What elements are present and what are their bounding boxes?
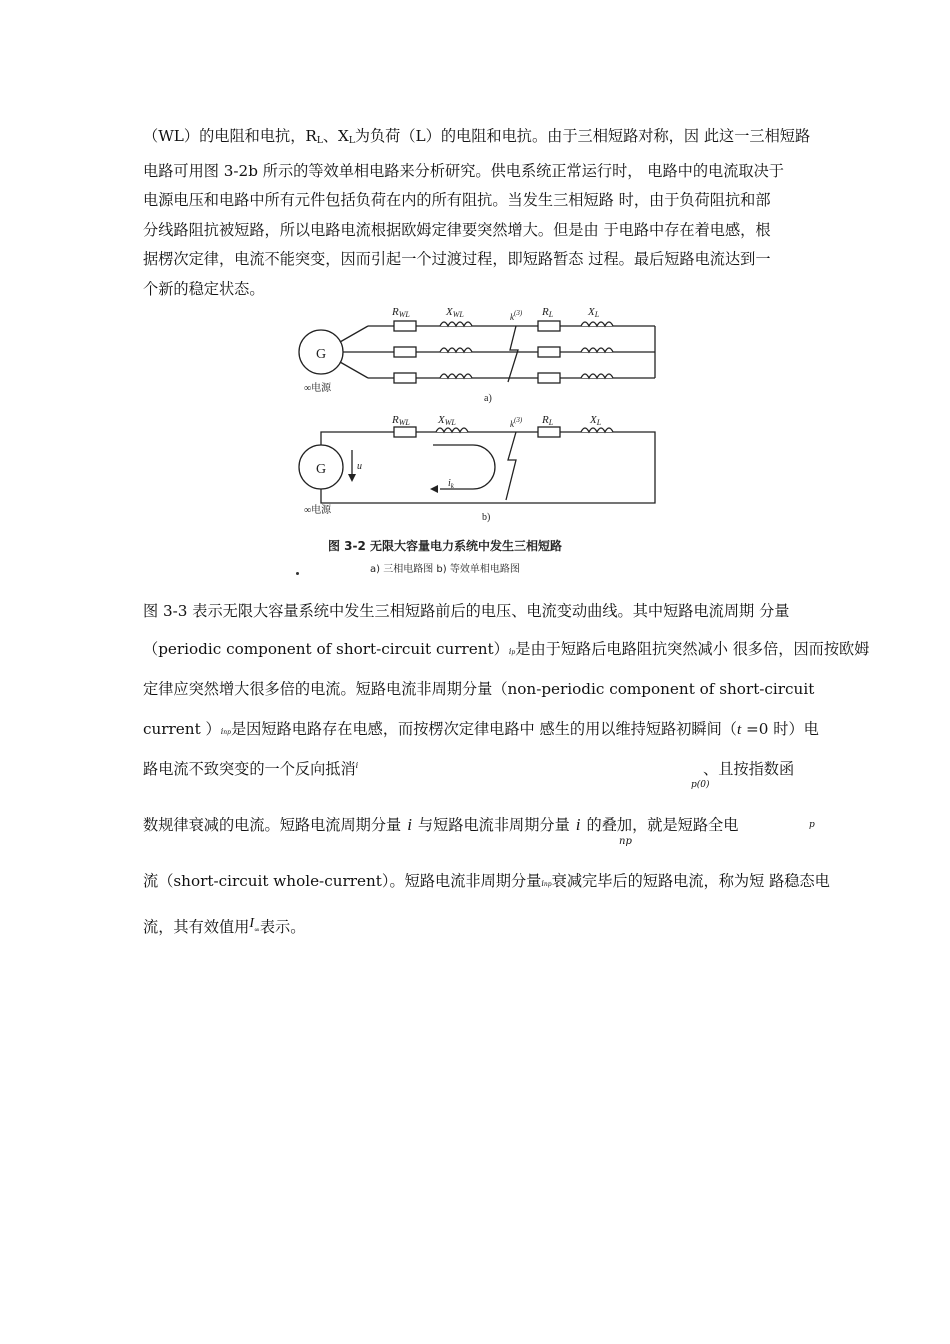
text-run: 、X [322, 127, 349, 145]
text-line-right: 、且按指数函 [703, 760, 795, 778]
symbol-i: i [575, 815, 581, 834]
inductor-xwl-b [436, 428, 468, 432]
symbol-i: i [541, 879, 544, 888]
label-rl-sub-b: L [548, 418, 554, 427]
figure-caption-subtitle: a) 三相电路图 b) 等效单相电路图 [370, 564, 520, 575]
label-k-b: k [510, 419, 514, 429]
resistor-rl-b [538, 427, 560, 437]
text-line [143, 870, 830, 891]
inductor-xl-b [581, 428, 613, 432]
symbol-p: p [809, 820, 815, 830]
text-run: 与短路电流非周期分量 [417, 816, 570, 834]
symbol-sub: p [511, 649, 516, 656]
feed-line-1 [340, 326, 368, 342]
symbol-np: np [619, 836, 632, 847]
source-label-b: ∞电源 [304, 505, 332, 516]
stray-dot [296, 572, 299, 575]
svg-text:XWL [445, 306, 464, 319]
symbol-i: i [407, 815, 412, 834]
text-line: 定律应突然增大很多倍的电流。短路电流非周期分量（non-periodic component of short-circuit [143, 680, 815, 698]
symbol-infinity: ∞ [253, 926, 260, 934]
symbol-i: i [508, 647, 512, 656]
label-xl-sub-b: L [596, 418, 602, 427]
svg-text:XWL [437, 414, 456, 427]
svg-text:RL [541, 306, 554, 319]
svg-text:ik [448, 478, 455, 490]
resistor-rwl-2 [394, 347, 416, 357]
label-xwl-sub-a: WL [452, 310, 464, 319]
inductor-xwl-2 [440, 348, 472, 352]
generator-label-b: G [316, 462, 327, 477]
text-run: 路电流不致突变的一个反向抵消 [143, 760, 356, 778]
text-line [143, 814, 738, 835]
resistor-rwl-3 [394, 373, 416, 383]
text-run: current ） [143, 720, 221, 738]
label-rl-b: R [542, 414, 549, 426]
text-run: 为负荷（L）的电阻和电抗。由于三相短路对称，因 此这一三相短路 [354, 127, 811, 145]
text-line [143, 916, 305, 937]
label-rwl-sub-a: WL [398, 310, 410, 319]
text-line [143, 122, 815, 157]
text-run: 流（short-circuit whole-current）。短路电流非周期分量 [143, 872, 542, 890]
text-run: 是由于短路后电路阻抗突然减小 很多倍，因而按欧姆 [515, 640, 870, 658]
text-run: （periodic component of short-circuit current） [143, 640, 509, 658]
inductor-xl-1 [581, 322, 613, 326]
text-line: 电路可用图 3-2b 所示的等效单相电路来分析研究。供电系统正常运行时， 电路中的电流取决于 [143, 161, 784, 180]
svg-text:k(3) [510, 309, 523, 322]
text-run: 表示。 [259, 918, 306, 936]
resistor-rl-3 [538, 373, 560, 383]
label-rwl-a: R [392, 306, 399, 318]
label-xl-b: X [590, 414, 597, 426]
feed-line-3 [340, 362, 368, 378]
text-line: 图 3-3 表示无限大容量系统中发生三相短路前后的电压、电流变动曲线。其中短路电流周期 分量 [143, 602, 790, 620]
inductor-xl-2 [581, 348, 613, 352]
inductor-xwl-1 [440, 322, 472, 326]
diagram-label-b: b) [482, 512, 491, 523]
figure-3-2 [288, 300, 664, 588]
resistor-rl-2 [538, 347, 560, 357]
short-circuit-loop [433, 445, 495, 489]
symbol-I: I [249, 916, 254, 931]
label-rl-a: R [542, 306, 549, 318]
label-ik-sub: k [450, 482, 454, 490]
text-line: 据楞次定律，电流不能突变，因而引起一个过渡过程，即短路暂态 过程。最后短路电流达到一 [143, 250, 771, 268]
current-arrowhead [430, 485, 438, 493]
symbol-p0: p(0) [691, 780, 710, 790]
text-run: 流，其有效值用 [143, 918, 250, 936]
svg-text:XL [589, 414, 602, 427]
text-line [143, 758, 358, 779]
inductor-xl-3 [581, 374, 613, 378]
text-line [143, 638, 869, 659]
label-k-sup-a: (3) [514, 309, 523, 317]
text-line: 分线路阻抗被短路，所以电路电流根据欧姆定律要突然增大。但是由 于电路中存在着电感，根 [143, 220, 771, 239]
label-rwl-b: R [392, 414, 399, 426]
label-rl-sub-a: L [548, 310, 554, 319]
svg-text:k(3) [510, 416, 523, 429]
symbol-i: i [355, 761, 359, 770]
resistor-rwl-1 [394, 321, 416, 331]
text-run: 的叠加，就是短路全电 [586, 816, 739, 834]
label-k-a: k [510, 312, 514, 322]
paragraph-intro [143, 122, 815, 304]
voltage-arrowhead [348, 474, 356, 482]
label-xwl-a: X [446, 306, 453, 318]
text-run: =0 时）电 [741, 720, 819, 738]
source-label-a: ∞电源 [304, 383, 332, 394]
symbol-t: t [737, 721, 742, 738]
resistor-rwl-b [394, 427, 416, 437]
text-line [143, 718, 819, 739]
text-run: 衰减完毕后的短路电流，称为短 路稳态电 [551, 872, 830, 890]
figure-caption-title: 图 3-2 无限大容量电力系统中发生三相短路 [328, 539, 563, 553]
text-line: 个新的稳定状态。 [143, 279, 265, 298]
label-xl-a: X [588, 306, 595, 318]
svg-text:XL [587, 306, 600, 319]
resistor-rl-1 [538, 321, 560, 331]
symbol-sub: np [223, 729, 231, 736]
label-ik: i [448, 478, 451, 489]
label-rwl-sub-b: WL [398, 418, 410, 427]
label-xwl-b: X [438, 414, 445, 426]
svg-text:RWL [391, 414, 410, 427]
paragraph-short-circuit-current [143, 600, 870, 940]
label-xwl-sub-b: WL [444, 418, 456, 427]
text-run: 是因短路电路存在电感，而按楞次定律电路中 感生的用以维持短路初瞬间（ [230, 720, 737, 738]
single-phase-loop [321, 432, 655, 503]
voltage-label: u [357, 461, 362, 472]
subscript: L [348, 136, 355, 146]
text-line: 电源电压和电路中所有元件包括负荷在内的所有阻抗。当发生三相短路 时，由于负荷阻抗和部 [143, 191, 771, 209]
label-xl-sub-a: L [594, 310, 600, 319]
diagram-label-a: a) [484, 393, 492, 404]
text-run: 数规律衰减的电流。短路电流周期分量 [143, 816, 402, 834]
text-run: （WL）的电阻和电抗，R [143, 127, 317, 145]
fault-symbol-b [506, 432, 516, 500]
symbol-sub: np [543, 881, 552, 888]
circuit-diagram [288, 300, 664, 588]
inductor-xwl-3 [440, 374, 472, 378]
label-k-sup-b: (3) [514, 416, 523, 424]
svg-text:RWL [391, 306, 410, 319]
subscript: L [316, 136, 323, 146]
fault-symbol-a [508, 326, 518, 382]
symbol-i: i [220, 727, 224, 736]
svg-text:RL [541, 414, 554, 427]
generator-label-a: G [316, 347, 327, 362]
